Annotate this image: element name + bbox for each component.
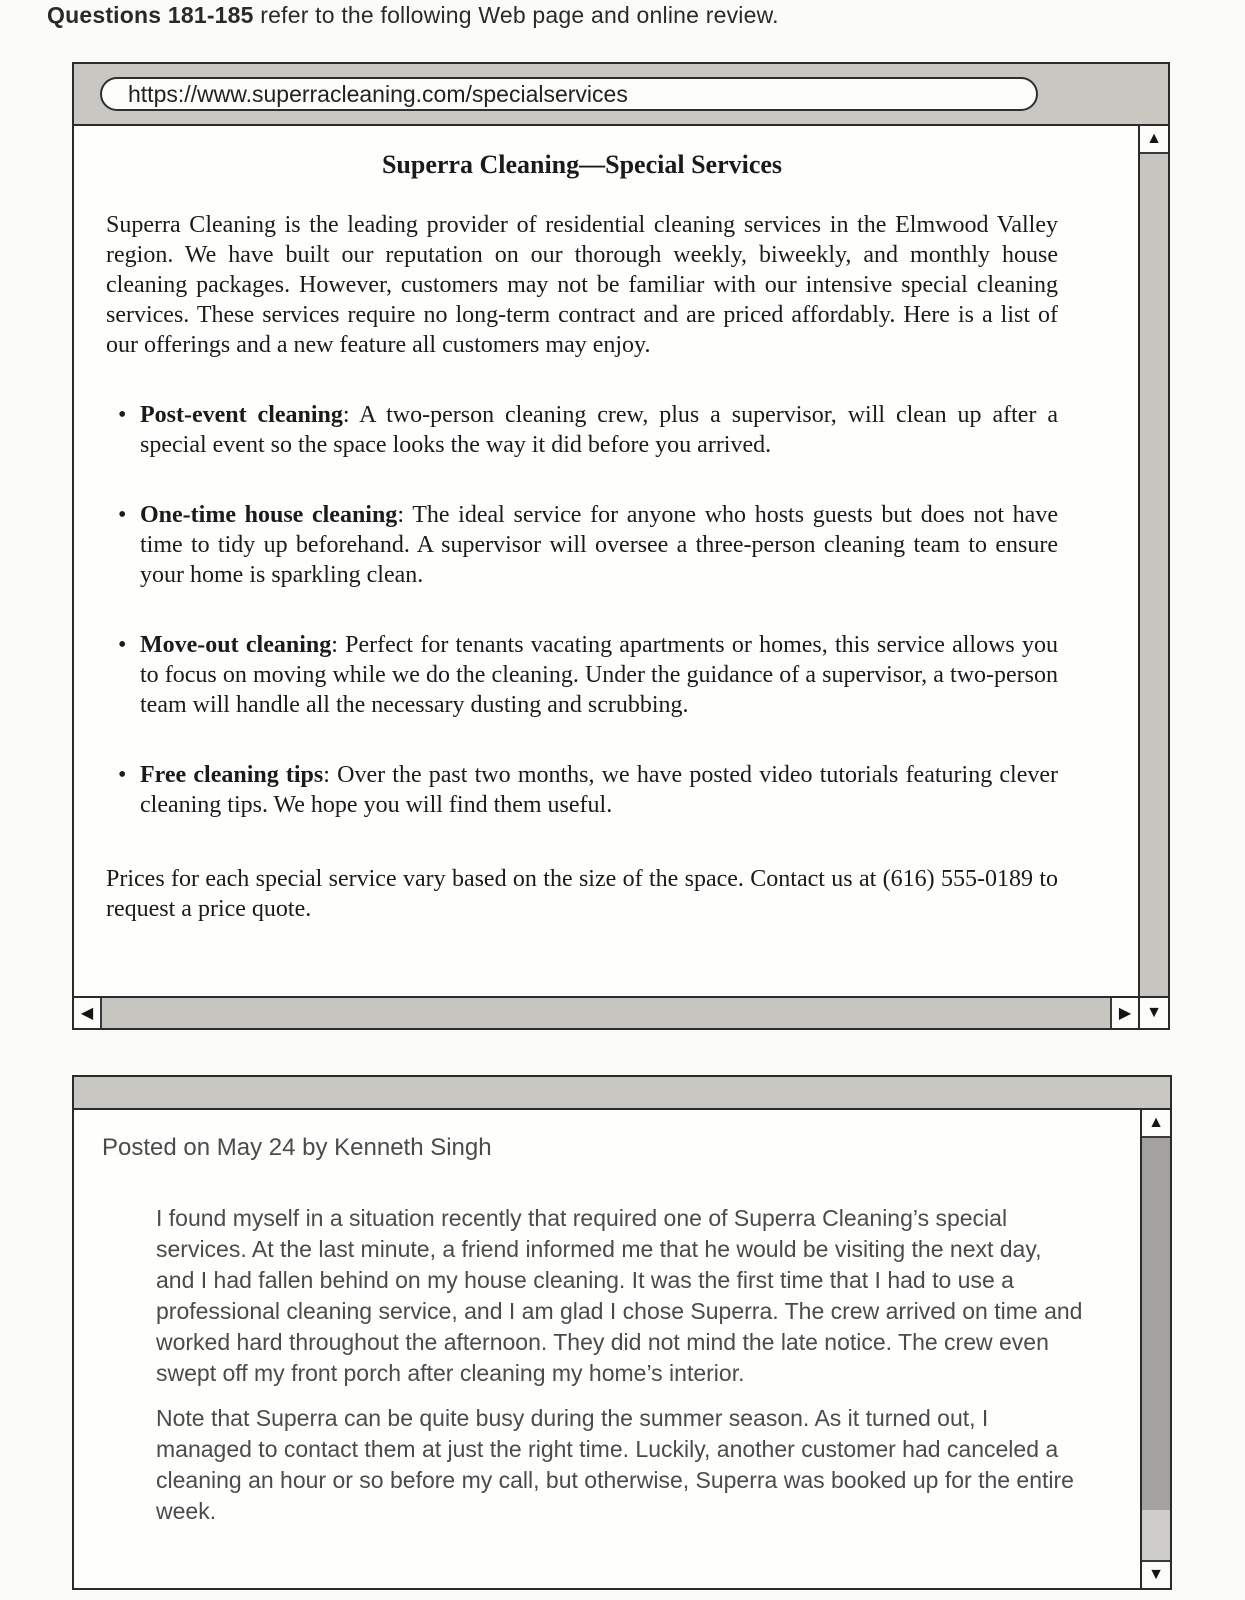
service-text bbox=[140, 630, 1058, 720]
down-arrow-icon: ▼ bbox=[1148, 1566, 1164, 1583]
left-arrow-icon: ◀ bbox=[80, 1005, 94, 1022]
horizontal-scroll-track[interactable] bbox=[102, 998, 1110, 1028]
service-label: Post-event cleaning bbox=[140, 402, 343, 428]
service-item-one-time bbox=[106, 500, 1058, 590]
service-label: One-time house cleaning bbox=[140, 502, 398, 528]
review-titlebar bbox=[74, 1077, 1170, 1110]
instruction-text: refer to the following Web page and online review. bbox=[253, 2, 779, 28]
horizontal-scrollbar[interactable] bbox=[74, 996, 1138, 1028]
vertical-scrollbar[interactable] bbox=[1138, 126, 1168, 996]
service-item-post-event bbox=[106, 400, 1058, 460]
service-label: Free cleaning tips bbox=[140, 762, 324, 788]
service-description: : Perfect for tenants vacating apartments or homes, this service allows you to focus on moving while we do the cleaning. Under the guidance of a supervisor, a two-person team will handle all the necessary dusting and scrubbing. bbox=[140, 632, 1058, 718]
service-text bbox=[140, 400, 1058, 460]
vertical-scrollbar[interactable] bbox=[1140, 1110, 1170, 1588]
service-text bbox=[140, 500, 1058, 590]
service-description: : Over the past two months, we have posted video tutorials featuring clever cleaning tips. We hope you will find them useful. bbox=[140, 762, 1058, 818]
scroll-down-button[interactable] bbox=[1142, 1560, 1170, 1588]
service-item-free-tips bbox=[106, 760, 1058, 820]
right-arrow-icon: ▶ bbox=[1118, 1005, 1132, 1022]
url-bar[interactable]: https://www.superracleaning.com/specialservices bbox=[100, 77, 1038, 111]
browser-address-bar-row bbox=[74, 64, 1168, 126]
bullet-icon: • bbox=[118, 762, 127, 788]
browser-window bbox=[72, 62, 1170, 1030]
vertical-scroll-track[interactable] bbox=[1140, 154, 1168, 996]
review-content bbox=[74, 1110, 1140, 1588]
service-label: Move-out cleaning bbox=[140, 632, 332, 658]
vertical-scroll-track[interactable] bbox=[1142, 1510, 1170, 1560]
service-text bbox=[140, 760, 1058, 820]
closing-paragraph: Prices for each special service vary based on the size of the space. Contact us at (616) 555-0189 to request a price quote. bbox=[106, 866, 1058, 922]
service-description: : A two-person cleaning crew, plus a supervisor, will clean up after a special event so the space looks the way it did before you arrived. bbox=[140, 402, 1059, 458]
up-arrow-icon: ▲ bbox=[1148, 1114, 1164, 1131]
question-instruction bbox=[47, 2, 779, 29]
review-byline: Posted on May 24 by Kenneth Singh bbox=[102, 1134, 492, 1161]
intro-paragraph: Superra Cleaning is the leading provider of residential cleaning services in the Elmwood Valley region. We have built our reputation on our thorough weekly, biweekly, and monthly house cleaning packages. However, customers may not be familiar with our intensive special cleaning services. These services require no long-term contract and are priced affordably. Here is a list of our offerings and a new feature all customers may enjoy. bbox=[106, 212, 1058, 358]
vertical-scroll-thumb[interactable] bbox=[1142, 1138, 1170, 1510]
scroll-down-button[interactable] bbox=[1138, 996, 1168, 1028]
review-window bbox=[72, 1075, 1172, 1590]
webpage-content bbox=[74, 126, 1138, 996]
bullet-icon: • bbox=[118, 502, 127, 528]
scroll-up-button[interactable] bbox=[1142, 1110, 1170, 1138]
service-description: : The ideal service for anyone who hosts guests but does not have time to tidy up beforehand. A supervisor will oversee a three-person cleaning team to ensure your home is sparkling clean. bbox=[140, 502, 1058, 588]
page-title: Superra Cleaning—Special Services bbox=[381, 150, 783, 179]
review-paragraph-1: I found myself in a situation recently that required one of Superra Cleaning’s special services. At the last minute, a friend informed me that he would be visiting the next day, and I had fallen behind on my house cleaning. It was the first time that I had to use a professional cleaning service, and I am glad I chose Superra. The crew arrived on time and worked hard throughout the afternoon. They did not mind the late notice. The crew even swept off my front porch after cleaning my home’s interior. bbox=[156, 1205, 1083, 1386]
review-paragraph-2: Note that Superra can be quite busy during the summer season. As it turned out, I managed to contact them at just the right time. Luckily, another customer had canceled a cleaning an hour or so before my call, but otherwise, Superra was booked up for the entire week. bbox=[156, 1405, 1074, 1524]
scroll-up-button[interactable] bbox=[1140, 126, 1168, 154]
up-arrow-icon: ▲ bbox=[1146, 130, 1162, 147]
scroll-right-button[interactable] bbox=[1110, 998, 1138, 1028]
scroll-left-button[interactable] bbox=[74, 998, 102, 1028]
bullet-icon: • bbox=[118, 402, 127, 428]
bullet-icon: • bbox=[118, 632, 127, 658]
service-item-move-out bbox=[106, 630, 1058, 720]
down-arrow-icon: ▼ bbox=[1146, 1004, 1162, 1021]
question-range: Questions 181-185 bbox=[47, 2, 254, 28]
